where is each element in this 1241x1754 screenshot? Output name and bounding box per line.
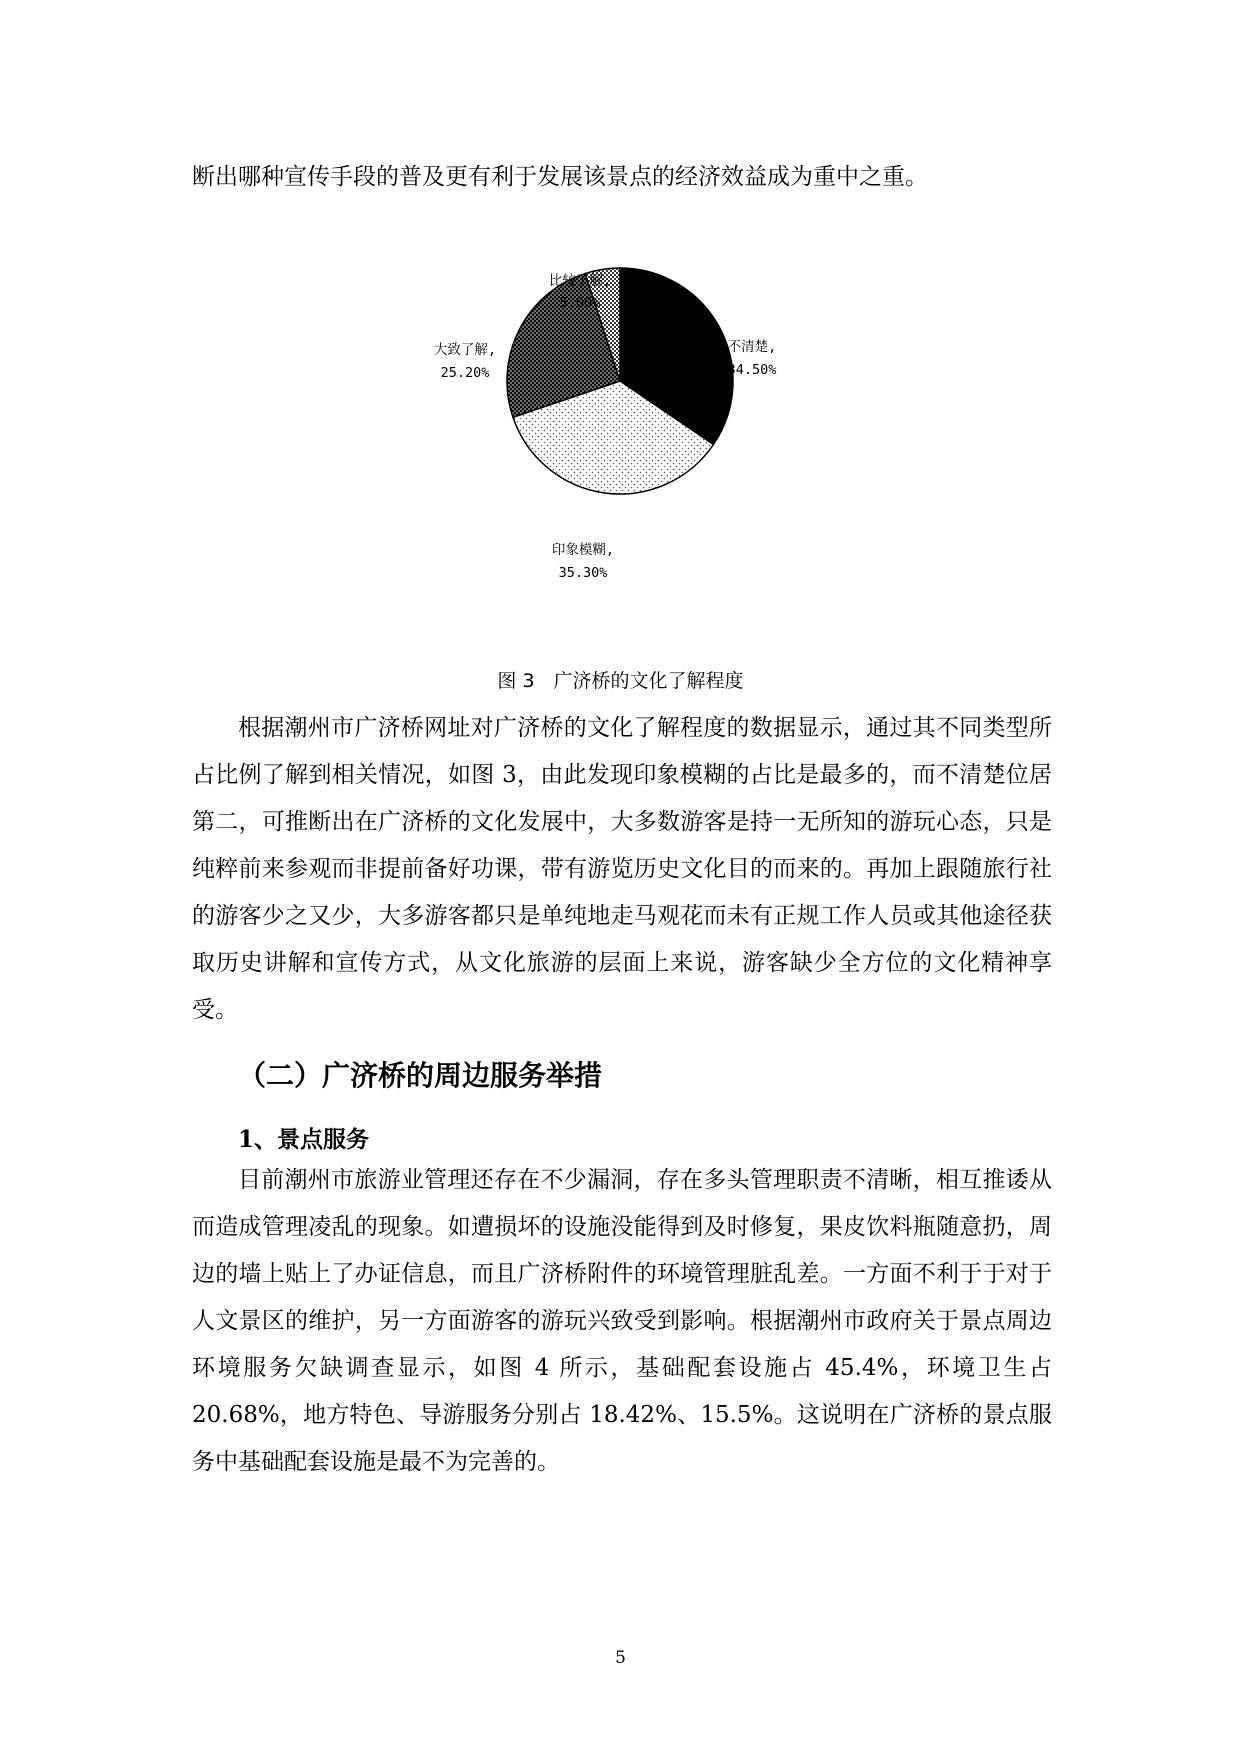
pie-label-value: 5.00% [559, 295, 601, 311]
pie-chart [0, 0, 1241, 620]
figure-caption: 图 3 广济桥的文化了解程度 [497, 670, 744, 692]
pie-label-name: 印象模糊, [551, 542, 615, 558]
subsection-heading: 1、景点服务 [238, 1126, 370, 1153]
body-paragraph-2: 目前潮州市旅游业管理还存在不少漏洞，存在多头管理职责不清晰，相互推诿从而造成管理凌乱的现象。如遭损坏的设施没能得到及时修复，果皮饮料瓶随意扔，周边的墙上贴上了办证信息，而且广济桥附件的环境管理脏乱差。一方面不利于于对于人文景区的维护，另一方面游客的游玩兴致受到影响。根据潮州市政府关于景点周边环境服务欠缺调查显示，如图 4 所示，基础配套设施占 45.4%，环境卫生占 20.68%，地方特色、导游服务分别占 18.42%、15.5%。这说明在广济桥的景点服务中基础配套设施是最不为完善的。 [192, 1167, 1052, 1475]
pie-label-name: 大致了解, [433, 342, 497, 358]
pie-label-name: 比较了解, [548, 273, 612, 289]
section-heading: （二）广济桥的周边服务举措 [238, 1059, 603, 1092]
pie-label-value: 25.20% [440, 365, 490, 381]
page-number: 5 [615, 1648, 626, 1668]
lead-paragraph: 断出哪种宣传手段的普及更有利于发展该景点的经济效益成为重中之重。 [192, 164, 928, 190]
pie-chart-svg [0, 0, 1241, 620]
pie-label-value: 35.30% [558, 565, 608, 581]
body-paragraph-1: 根据潮州市广济桥网址对广济桥的文化了解程度的数据显示，通过其不同类型所占比例了解到相关情况，如图 3，由此发现印象模糊的占比是最多的，而不清楚位居第二，可推断出在广济桥的文化发展中，大多数游客是持一无所知的游玩心态，只是纯粹前来参观而非提前备好功课，带有游览历史文化目的而来的。再加上跟随旅行社的游客少之又少，大多游客都只是单纯地走马观花而未有正规工作人员或其他途径获取历史讲解和宣传方式，从文化旅游的层面上来说，游客缺少全方位的文化精神享受。 [192, 715, 1052, 1023]
pie-label-name: 不清楚, [727, 339, 777, 355]
pie-label-value: 34.50% [727, 362, 777, 378]
